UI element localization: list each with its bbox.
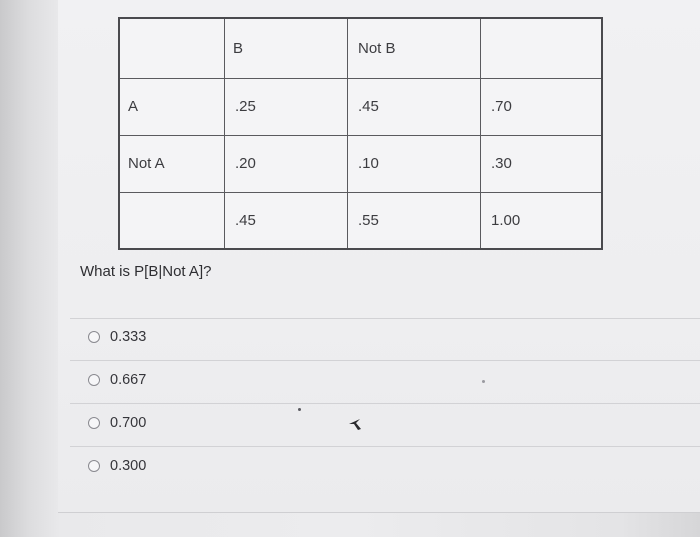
table-cell: A <box>119 78 225 135</box>
table-cell: .25 <box>225 78 348 135</box>
radio-empty-icon[interactable] <box>88 460 100 472</box>
table-cell: .70 <box>481 78 603 135</box>
answer-option-label: 0.667 <box>110 372 147 388</box>
mouse-cursor-icon <box>348 415 362 431</box>
screen-speck <box>298 408 301 411</box>
answer-option-label: 0.700 <box>110 415 147 431</box>
radio-empty-icon[interactable] <box>88 417 100 429</box>
option-divider <box>70 318 700 319</box>
table-cell: .10 <box>348 135 481 192</box>
table-cell: .45 <box>348 78 481 135</box>
table-cell: Not A <box>119 135 225 192</box>
table-row <box>119 78 602 135</box>
answer-option[interactable] <box>88 413 146 433</box>
answer-option[interactable] <box>88 370 146 390</box>
table-cell: .45 <box>225 192 348 249</box>
table-row <box>119 192 602 249</box>
table-header-cell <box>119 18 225 78</box>
answer-option[interactable] <box>88 456 146 476</box>
table-header-cell: B <box>225 18 348 78</box>
question-text: What is P[B|Not A]? <box>80 263 212 280</box>
screen-speck <box>482 380 485 383</box>
table-row <box>119 135 602 192</box>
radio-empty-icon[interactable] <box>88 374 100 386</box>
option-divider <box>70 403 700 404</box>
table-header-cell: Not B <box>348 18 481 78</box>
radio-empty-icon[interactable] <box>88 331 100 343</box>
table-cell: .30 <box>481 135 603 192</box>
answer-option[interactable] <box>88 327 146 347</box>
probability-table <box>118 17 603 250</box>
option-divider <box>70 446 700 447</box>
table-cell: .20 <box>225 135 348 192</box>
answer-option-label: 0.333 <box>110 329 147 345</box>
option-divider <box>70 360 700 361</box>
answer-option-label: 0.300 <box>110 458 147 474</box>
table-cell <box>119 192 225 249</box>
table-header-row <box>119 18 602 78</box>
table-header-cell <box>481 18 603 78</box>
table-cell: 1.00 <box>481 192 603 249</box>
panel-bottom-divider <box>58 512 700 513</box>
table-cell: .55 <box>348 192 481 249</box>
